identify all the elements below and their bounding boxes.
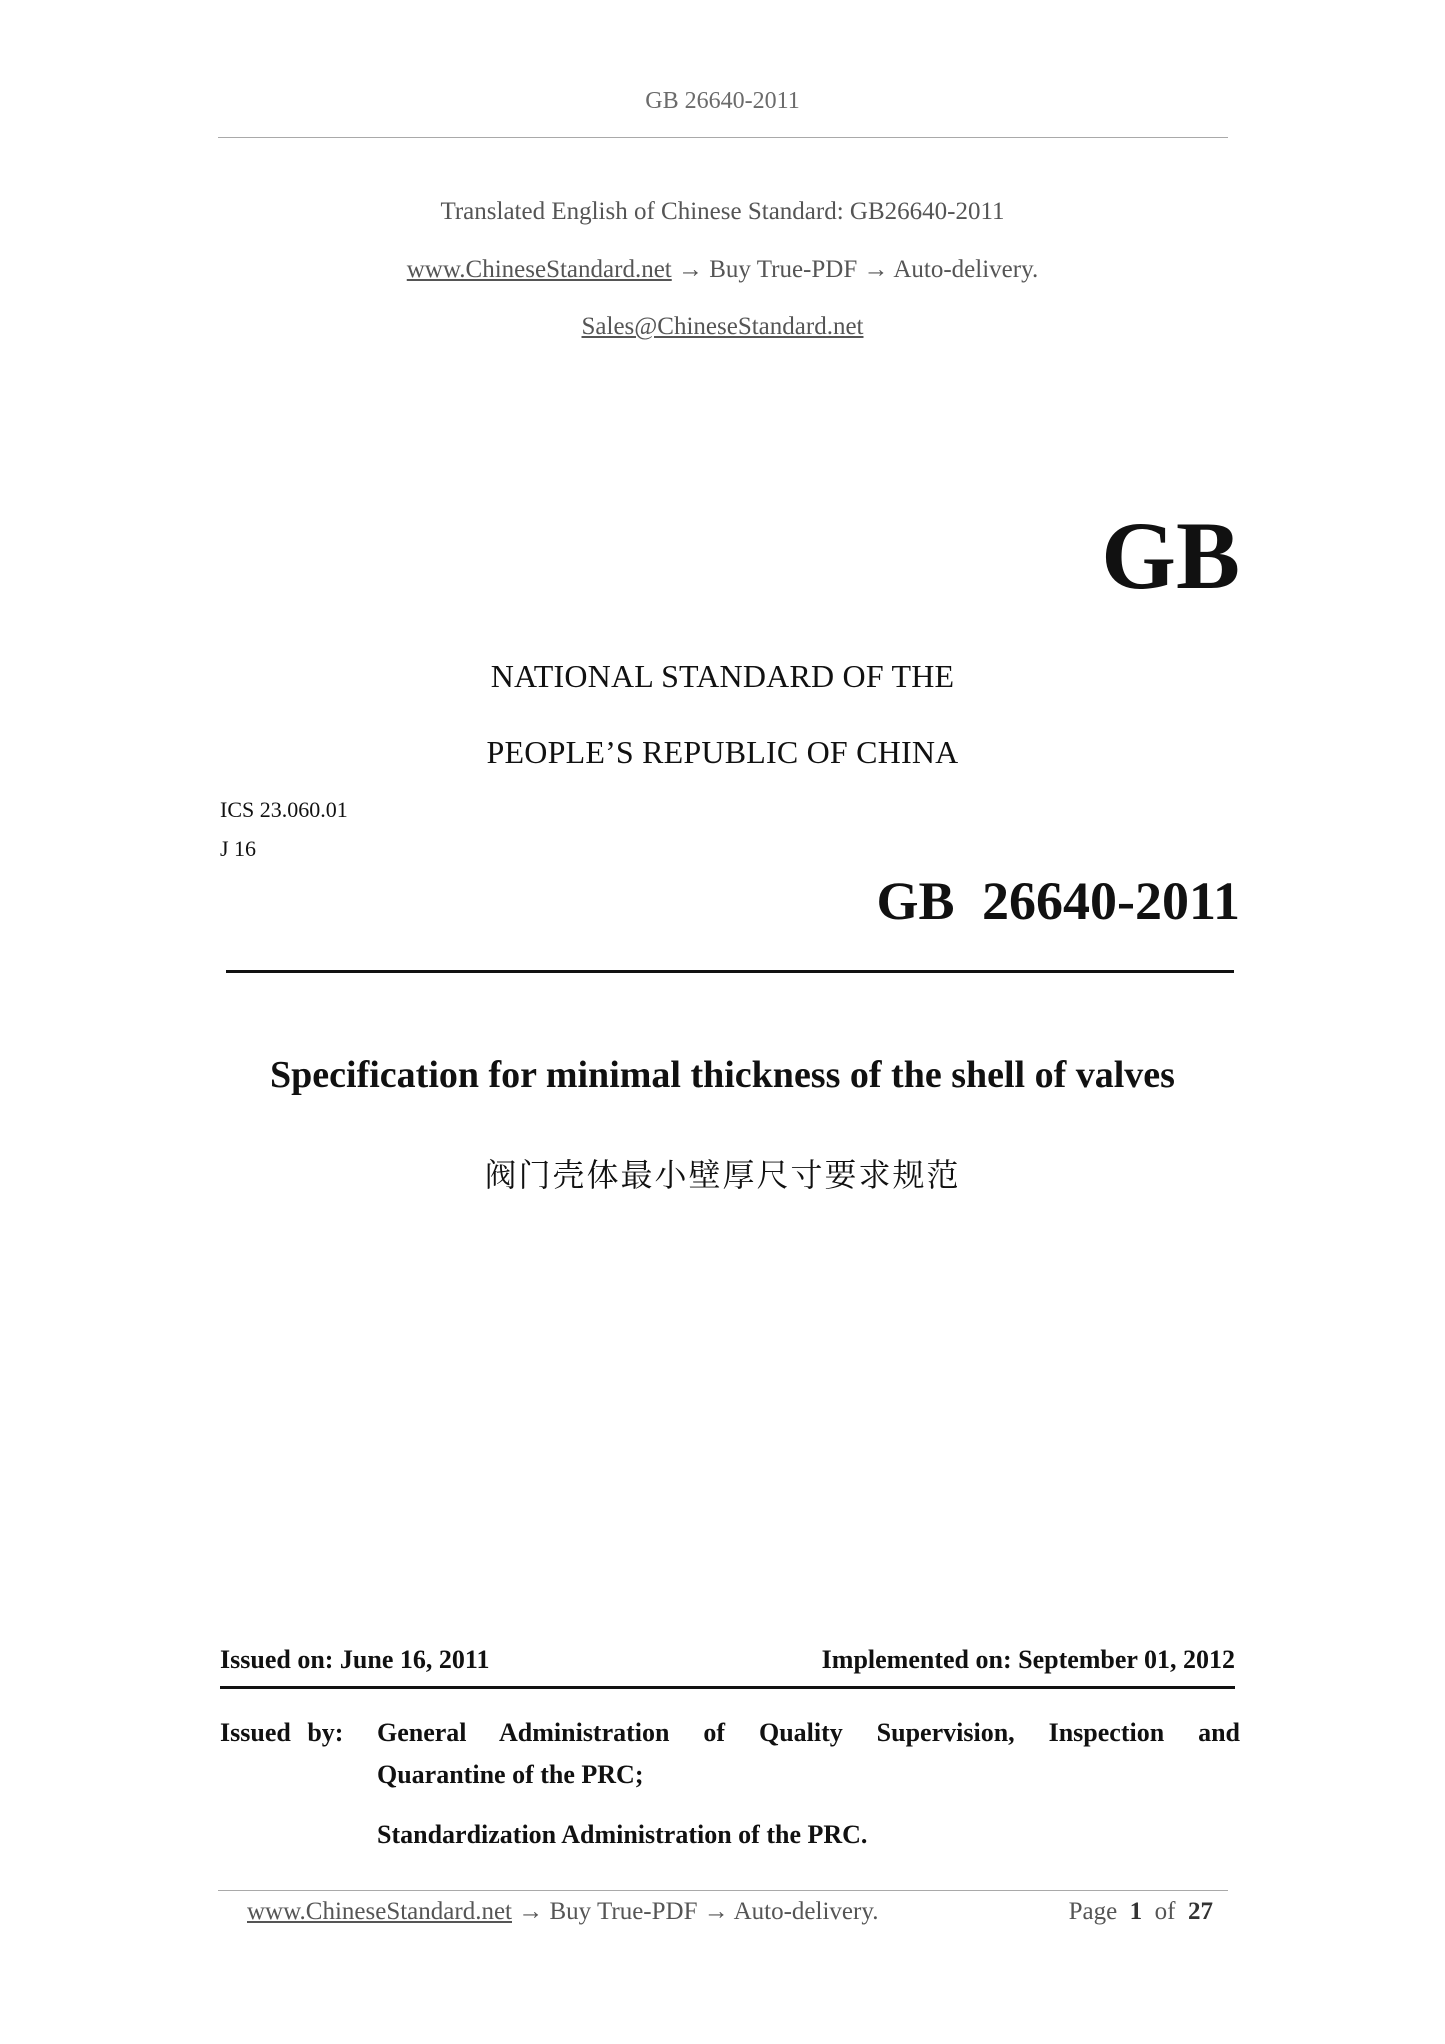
page-indicator bbox=[1069, 1898, 1213, 1926]
arrow-icon: → bbox=[518, 1898, 544, 1925]
national-standard-line1: NATIONAL STANDARD OF THE bbox=[490, 658, 955, 694]
arrow-icon: → bbox=[678, 256, 703, 283]
total-pages: 27 bbox=[1188, 1898, 1213, 1925]
arrow-icon: → bbox=[863, 256, 889, 283]
gb-logo: GB bbox=[1101, 502, 1240, 609]
buy-text: Buy True-PDF bbox=[709, 256, 858, 283]
footer-rule bbox=[218, 1890, 1228, 1891]
page-number: 1 bbox=[1129, 1898, 1143, 1925]
arrow-icon: → bbox=[703, 1898, 729, 1925]
email-link[interactable]: Sales@ChineseStandard.net bbox=[581, 313, 864, 340]
running-header: GB 26640-2011 bbox=[645, 88, 800, 114]
issuer-1-line2: Quarantine of the PRC; bbox=[377, 1760, 644, 1789]
national-standard-line2: PEOPLE’S REPUBLIC OF CHINA bbox=[486, 734, 959, 770]
dates-rule bbox=[220, 1686, 1235, 1689]
implemented-on-date: Implemented on: September 01, 2012 bbox=[821, 1645, 1235, 1674]
promo-links bbox=[0, 256, 1445, 284]
issued-by-label: Issued by: bbox=[220, 1718, 344, 1747]
ccs-code: J 16 bbox=[220, 836, 257, 861]
promo-email-line bbox=[0, 313, 1445, 341]
issued-on-date: Issued on: June 16, 2011 bbox=[220, 1645, 490, 1674]
issuer-1-line1: General Administration of Quality Supervision, Inspection and bbox=[377, 1718, 1240, 1747]
promo-title: Translated English of Chinese Standard: GB26640-2011 bbox=[440, 198, 1005, 225]
title-english: Specification for minimal thickness of the shell of valves bbox=[270, 1054, 1175, 1096]
footer-links bbox=[247, 1898, 878, 1926]
footer-site-link[interactable]: www.ChineseStandard.net bbox=[247, 1898, 512, 1925]
standard-number: GB 26640-2011 bbox=[876, 871, 1240, 931]
page-word: Page bbox=[1068, 1898, 1118, 1925]
issued-by-block bbox=[220, 1712, 1240, 1856]
site-link[interactable]: www.ChineseStandard.net bbox=[406, 256, 672, 283]
title-rule bbox=[226, 970, 1234, 973]
footer-delivery-text: Auto-delivery. bbox=[733, 1898, 879, 1925]
of-word: of bbox=[1154, 1898, 1176, 1925]
issuer-2: Standardization Administration of the PRC. bbox=[377, 1820, 868, 1849]
delivery-text: Auto-delivery. bbox=[893, 256, 1039, 283]
header-rule bbox=[218, 137, 1228, 138]
footer-buy-text: Buy True-PDF bbox=[549, 1898, 698, 1925]
title-chinese: 阀门壳体最小壁厚尺寸要求规范 bbox=[484, 1156, 961, 1194]
ics-code: ICS 23.060.01 bbox=[220, 797, 348, 822]
